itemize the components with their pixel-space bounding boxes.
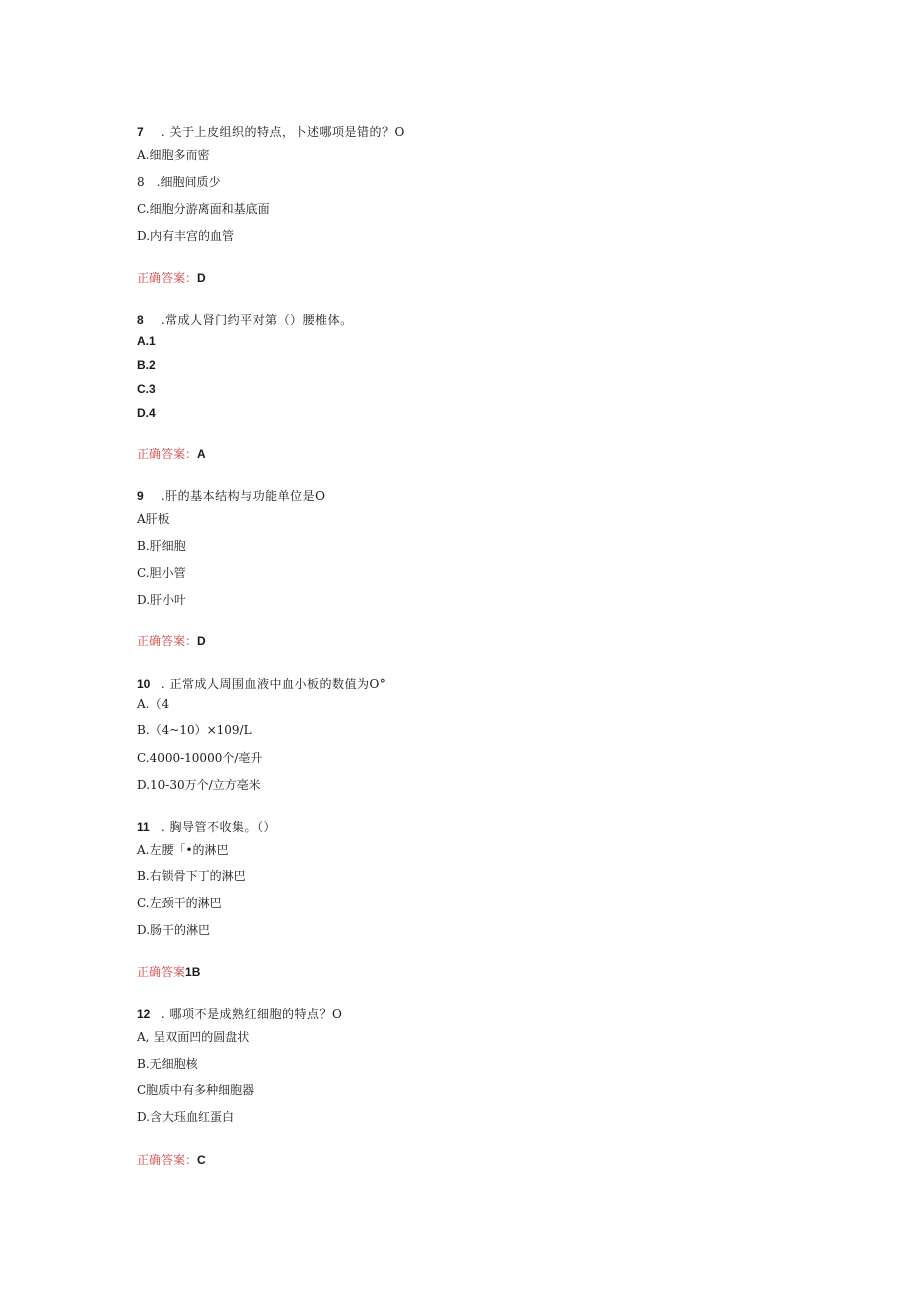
q11-option-d: D.肠干的淋巴	[137, 923, 211, 937]
q12-option-d: D.含大珏血红蛋白	[137, 1110, 235, 1124]
q10-option-a: A.（4	[137, 697, 170, 711]
question-text: .肝的基本结构与功能单位是O	[160, 489, 326, 503]
question-12	[137, 1006, 342, 1022]
question-number: 7	[137, 125, 144, 139]
answer-label: 正确答案	[137, 965, 186, 979]
question-number: 12	[137, 1007, 151, 1021]
answer-value: D	[197, 271, 206, 285]
question-11	[137, 819, 276, 835]
q7-option-b: 8 .细胞间质少	[137, 175, 221, 189]
q7-option-c: C.细胞分游离面和基底面	[137, 202, 270, 216]
question-text: . 正常成人周围血液中血小板的数值为O°	[160, 677, 387, 691]
answer-value: A	[197, 447, 206, 461]
question-number: 8	[137, 313, 144, 327]
q8-option-a: A.1	[137, 334, 156, 348]
q12-option-b: B.无细胞核	[137, 1057, 198, 1071]
question-number: 10	[137, 677, 151, 691]
q9-option-c: C.胆小管	[137, 566, 186, 580]
question-10	[137, 676, 386, 692]
q11-option-c: C.左颈干的淋巴	[137, 896, 222, 910]
answer-value: 1B	[185, 965, 201, 979]
q12-option-c: C胞质中有多种细胞器	[137, 1083, 255, 1097]
q9-option-d: D.肝小叶	[137, 593, 187, 607]
q7-option-a: A.细胞多而密	[137, 148, 210, 162]
question-text: . 哪项不是成熟红细胞的特点？O	[160, 1007, 343, 1021]
q11-option-a: A.左腰「•的淋巴	[137, 843, 229, 857]
question-number: 9	[137, 489, 144, 503]
q9-answer	[137, 633, 206, 649]
answer-label: 正确答案：	[137, 634, 198, 648]
question-text: . 关于上皮组织的特点，卜述哪项是错的？O	[160, 125, 405, 139]
answer-label: 正确答案：	[137, 271, 198, 285]
q12-answer	[137, 1152, 206, 1168]
question-number: 11	[137, 820, 150, 834]
q11-answer	[137, 964, 200, 980]
q9-option-a: A肝板	[137, 512, 170, 526]
q8-answer	[137, 446, 206, 462]
q11-option-b: B.右锁骨下丁的淋巴	[137, 869, 246, 883]
answer-label: 正确答案：	[137, 1153, 198, 1167]
question-text: .常成人肾门约平对第（）腰椎体。	[160, 313, 353, 327]
question-8	[137, 312, 353, 328]
q10-option-b: B.（4~10）×109/L	[137, 723, 252, 737]
q8-option-c: C.3	[137, 382, 156, 396]
q12-option-a: A, 呈双面凹的圆盘状	[137, 1030, 250, 1044]
q7-answer	[137, 270, 206, 286]
q9-option-b: B.肝细胞	[137, 539, 186, 553]
answer-label: 正确答案：	[137, 447, 198, 461]
question-7	[137, 124, 405, 140]
answer-value: D	[197, 634, 206, 648]
q8-option-d: D.4	[137, 406, 156, 420]
q10-option-c: C.4000-10000个/亳升	[137, 751, 263, 765]
q10-option-d: D.10-30万个/立方亳米	[137, 778, 261, 792]
answer-value: C	[197, 1153, 206, 1167]
q8-option-b: B.2	[137, 358, 156, 372]
question-text: . 胸导管不收集。（）	[160, 820, 276, 834]
q7-option-d: D.内有丰宫的血管	[137, 229, 235, 243]
question-9	[137, 488, 325, 504]
